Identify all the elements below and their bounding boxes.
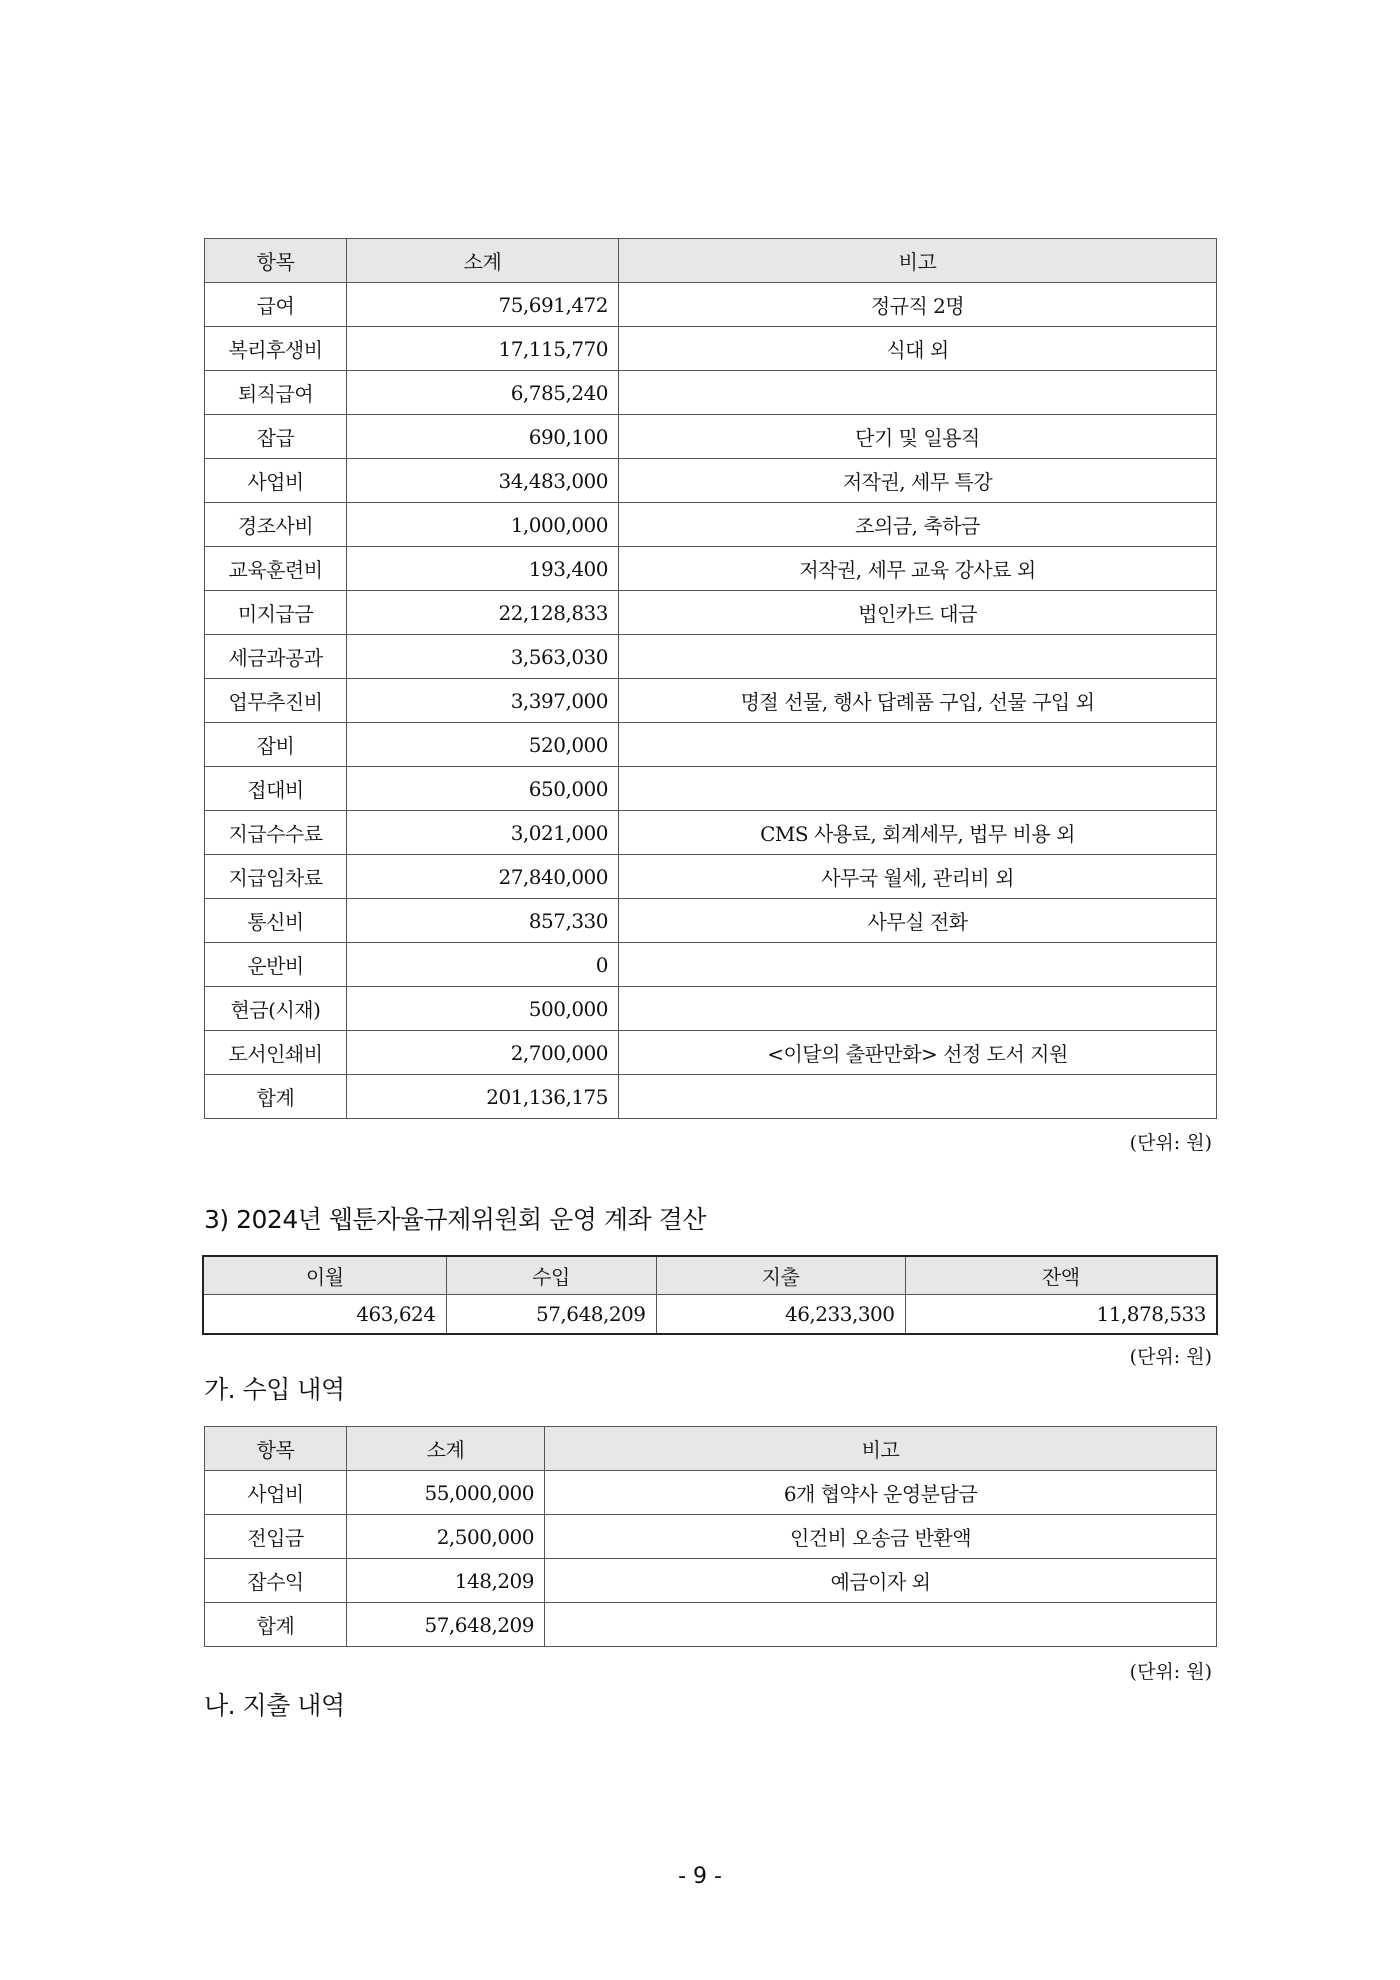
row-item: 잡비 xyxy=(205,723,347,767)
row-amount: 3,563,030 xyxy=(347,635,619,679)
table-row xyxy=(205,855,1217,899)
table-row xyxy=(205,547,1217,591)
expense-title: 나. 지출 내역 xyxy=(204,1691,345,1720)
row-amount: 6,785,240 xyxy=(347,371,619,415)
row-item: 세금과공과 xyxy=(205,635,347,679)
table-row xyxy=(205,679,1217,723)
income-header-note: 비고 xyxy=(545,1427,1217,1471)
income-header-item: 항목 xyxy=(205,1427,347,1471)
row-item: 통신비 xyxy=(205,899,347,943)
row-note: 식대 외 xyxy=(619,327,1217,371)
row-note: 정규직 2명 xyxy=(619,283,1217,327)
table-row xyxy=(205,503,1217,547)
row-note xyxy=(619,371,1217,415)
row-amount: 148,209 xyxy=(347,1559,545,1603)
row-amount: 1,000,000 xyxy=(347,503,619,547)
row-amount: 22,128,833 xyxy=(347,591,619,635)
income-header-amount: 소계 xyxy=(347,1427,545,1471)
table-row xyxy=(205,899,1217,943)
row-item: 합계 xyxy=(205,1603,347,1647)
summary-header-balance: 잔액 xyxy=(905,1256,1217,1294)
table-row xyxy=(205,327,1217,371)
row-item: 사업비 xyxy=(205,459,347,503)
table-row xyxy=(205,723,1217,767)
row-amount: 650,000 xyxy=(347,767,619,811)
row-amount: 17,115,770 xyxy=(347,327,619,371)
row-note: 법인카드 대금 xyxy=(619,591,1217,635)
summary-header-expense: 지출 xyxy=(656,1256,905,1294)
table-row xyxy=(205,1031,1217,1075)
row-note: 사무국 월세, 관리비 외 xyxy=(619,855,1217,899)
row-item: 현금(시재) xyxy=(205,987,347,1031)
table-row xyxy=(205,1515,1217,1559)
income-title: 가. 수입 내역 xyxy=(204,1375,345,1404)
row-amount: 34,483,000 xyxy=(347,459,619,503)
row-item: 합계 xyxy=(205,1075,347,1119)
row-note: 조의금, 축하금 xyxy=(619,503,1217,547)
table-row xyxy=(205,371,1217,415)
header-amount: 소계 xyxy=(347,239,619,283)
row-amount: 201,136,175 xyxy=(347,1075,619,1119)
row-amount: 3,397,000 xyxy=(347,679,619,723)
row-amount: 0 xyxy=(347,943,619,987)
row-item: 도서인쇄비 xyxy=(205,1031,347,1075)
header-note: 비고 xyxy=(619,239,1217,283)
summary-unit: (단위: 원) xyxy=(1129,1346,1212,1368)
row-note: 단기 및 일용직 xyxy=(619,415,1217,459)
row-amount: 857,330 xyxy=(347,899,619,943)
row-amount: 3,021,000 xyxy=(347,811,619,855)
row-note: 명절 선물, 행사 답례품 구입, 선물 구입 외 xyxy=(619,679,1217,723)
row-amount: 75,691,472 xyxy=(347,283,619,327)
row-note: 인건비 오송금 반환액 xyxy=(545,1515,1217,1559)
row-item: 잡급 xyxy=(205,415,347,459)
table-row xyxy=(205,943,1217,987)
row-item: 퇴직급여 xyxy=(205,371,347,415)
row-note xyxy=(619,943,1217,987)
row-note: 저작권, 세무 교육 강사료 외 xyxy=(619,547,1217,591)
table-header-row xyxy=(205,239,1217,283)
income-table xyxy=(204,1426,1217,1647)
row-amount: 2,700,000 xyxy=(347,1031,619,1075)
table-row xyxy=(205,1075,1217,1119)
table-row xyxy=(205,987,1217,1031)
table-row xyxy=(205,1559,1217,1603)
account-summary-table xyxy=(202,1255,1218,1335)
row-item: 전입금 xyxy=(205,1515,347,1559)
row-amount: 520,000 xyxy=(347,723,619,767)
row-note: 사무실 전화 xyxy=(619,899,1217,943)
expense-detail-table xyxy=(204,238,1217,1119)
table1-unit: (단위: 원) xyxy=(1129,1132,1212,1154)
row-note: 예금이자 외 xyxy=(545,1559,1217,1603)
row-item: 접대비 xyxy=(205,767,347,811)
section3-title: 3) 2024년 웹툰자율규제위원회 운영 계좌 결산 xyxy=(204,1205,706,1234)
row-item: 미지급금 xyxy=(205,591,347,635)
row-item: 운반비 xyxy=(205,943,347,987)
row-amount: 57,648,209 xyxy=(347,1603,545,1647)
table-row xyxy=(205,591,1217,635)
summary-header-row xyxy=(203,1256,1217,1294)
row-item: 업무추진비 xyxy=(205,679,347,723)
row-note xyxy=(619,987,1217,1031)
table-row xyxy=(205,415,1217,459)
summary-value-row xyxy=(203,1294,1217,1334)
header-item: 항목 xyxy=(205,239,347,283)
income-unit: (단위: 원) xyxy=(1129,1661,1212,1683)
summary-carryover: 463,624 xyxy=(203,1294,446,1334)
row-note xyxy=(619,1075,1217,1119)
row-item: 지급임차료 xyxy=(205,855,347,899)
row-note: 저작권, 세무 특강 xyxy=(619,459,1217,503)
row-note xyxy=(619,635,1217,679)
income-header-row xyxy=(205,1427,1217,1471)
row-note: CMS 사용료, 회계세무, 법무 비용 외 xyxy=(619,811,1217,855)
row-item: 잡수익 xyxy=(205,1559,347,1603)
row-amount: 500,000 xyxy=(347,987,619,1031)
table-row xyxy=(205,1471,1217,1515)
table-row xyxy=(205,459,1217,503)
row-amount: 27,840,000 xyxy=(347,855,619,899)
table-row xyxy=(205,767,1217,811)
row-note xyxy=(545,1603,1217,1647)
row-item: 경조사비 xyxy=(205,503,347,547)
summary-header-carryover: 이월 xyxy=(203,1256,446,1294)
summary-balance: 11,878,533 xyxy=(905,1294,1217,1334)
table-row xyxy=(205,283,1217,327)
table-row xyxy=(205,811,1217,855)
row-amount: 55,000,000 xyxy=(347,1471,545,1515)
summary-expense: 46,233,300 xyxy=(656,1294,905,1334)
row-note: <이달의 출판만화> 선정 도서 지원 xyxy=(619,1031,1217,1075)
row-amount: 2,500,000 xyxy=(347,1515,545,1559)
page-number: - 9 - xyxy=(678,1864,722,1889)
row-item: 지급수수료 xyxy=(205,811,347,855)
row-item: 급여 xyxy=(205,283,347,327)
row-item: 복리후생비 xyxy=(205,327,347,371)
table-row xyxy=(205,635,1217,679)
row-item: 사업비 xyxy=(205,1471,347,1515)
summary-income: 57,648,209 xyxy=(446,1294,656,1334)
summary-header-income: 수입 xyxy=(446,1256,656,1294)
table-row xyxy=(205,1603,1217,1647)
row-note xyxy=(619,723,1217,767)
row-note: 6개 협약사 운영분담금 xyxy=(545,1471,1217,1515)
row-amount: 193,400 xyxy=(347,547,619,591)
row-item: 교육훈련비 xyxy=(205,547,347,591)
row-note xyxy=(619,767,1217,811)
row-amount: 690,100 xyxy=(347,415,619,459)
